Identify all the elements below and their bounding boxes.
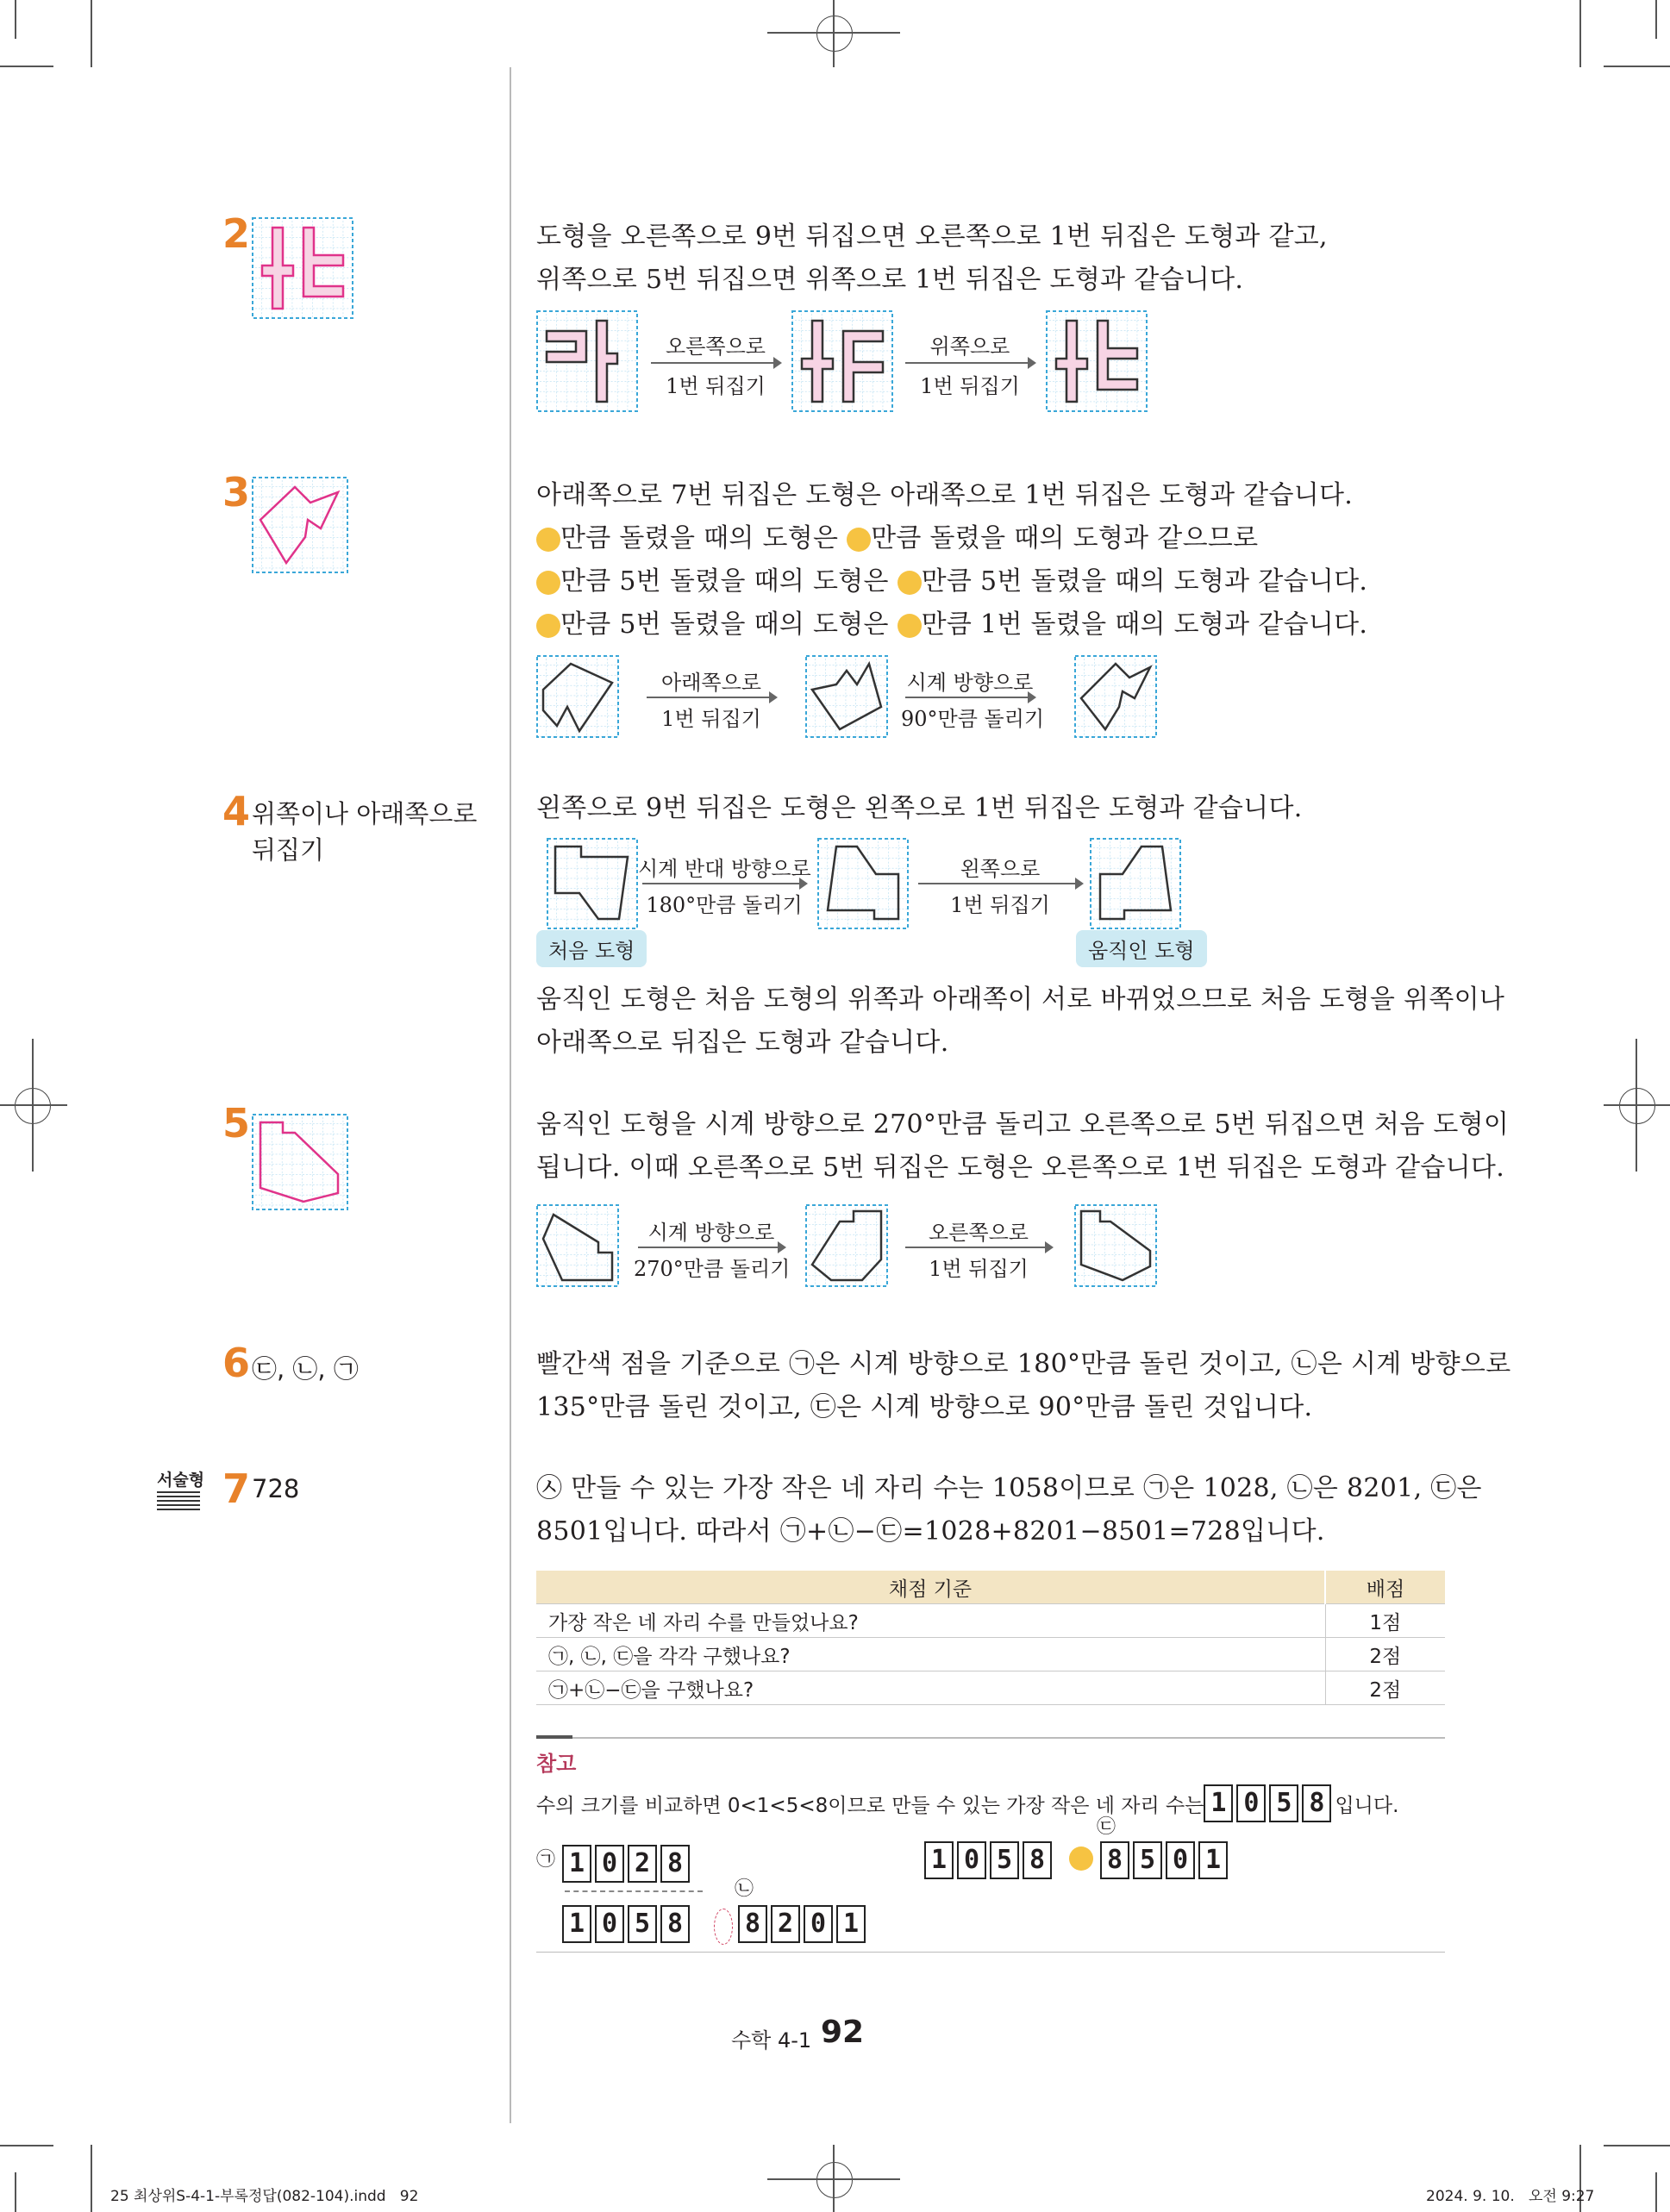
p3-line3: 만큼 5번 돌렸을 때의 도형은 만큼 5번 돌렸을 때의 도형과 같습니다.	[536, 560, 1367, 603]
p4-line1: 왼쪽으로 9번 뒤집은 도형은 왼쪽으로 1번 뒤집은 도형과 같습니다.	[536, 793, 1303, 823]
note-title: 참고	[536, 1752, 577, 1776]
table-header: 배점	[1325, 1571, 1445, 1604]
rotate-marker	[714, 1909, 733, 1945]
column-divider	[510, 67, 511, 2123]
problem-number: 6	[222, 1340, 251, 1386]
crop-mark	[15, 0, 16, 39]
p3-line2: 만큼 돌렸을 때의 도형은 만큼 돌렸을 때의 도형과 같으므로	[536, 517, 1258, 560]
answer-text: 위쪽이나 아래쪽으로	[252, 799, 478, 828]
arrow	[647, 697, 776, 698]
answer-figure-2	[252, 217, 353, 319]
arrow-label: 위쪽으로	[929, 334, 1010, 359]
arrow-label: 시계 반대 방향으로	[638, 857, 811, 881]
p2-figure-start	[536, 310, 638, 412]
note-digits-c: 8 5 0 1	[1100, 1841, 1231, 1879]
p3-figure-start	[536, 655, 619, 738]
arrow	[638, 1247, 785, 1248]
arrow-label: 1번 뒤집기	[661, 707, 761, 731]
note-label: ㉠	[536, 1849, 556, 1871]
quarter-turn-icon	[847, 528, 871, 552]
p2-figure-end	[1046, 310, 1148, 412]
arrow	[905, 362, 1035, 364]
note-text: 수의 크기를 비교하면 0<1<5<8이므로 만들 수 있는 가장 작은 네 자리 수는 1 0 5 8 입니다.	[536, 1784, 1398, 1822]
p5-figure-start	[536, 1204, 619, 1287]
p2-line1: 도형을 오른쪽으로 9번 뒤집으면 오른쪽으로 1번 뒤집은 도형과 같고,	[536, 222, 1328, 252]
quarter-turn-icon	[536, 528, 560, 552]
arrow	[642, 883, 806, 884]
p3-figure-mid	[805, 655, 888, 738]
crop-mark	[0, 66, 53, 67]
arrow-label: 1번 뒤집기	[929, 1257, 1029, 1281]
arrow-label: 오른쪽으로	[929, 1221, 1029, 1245]
note-bottom-divider	[536, 1952, 1445, 1953]
problem-number: 4	[222, 788, 251, 834]
tag-start-figure: 처음 도형	[536, 930, 647, 967]
table-cell: 2점	[1325, 1671, 1445, 1705]
p3-figure-end	[1074, 655, 1157, 738]
answer-figure-5	[252, 1114, 348, 1210]
arrow	[905, 1247, 1052, 1248]
problem-number: 5	[222, 1100, 251, 1147]
p2-figure-mid	[791, 310, 893, 412]
table-cell: 2점	[1325, 1638, 1445, 1671]
p5-figure-mid	[805, 1204, 888, 1287]
arrow-label: 시계 방향으로	[647, 1221, 775, 1245]
crop-mark	[1604, 2145, 1670, 2146]
note-digits-min-2: 1 0 5 8	[924, 1841, 1055, 1879]
p7-line2: 8501입니다. 따라서 ㉠+㉡−㉢=1028+8201−8501=728입니다.	[536, 1516, 1325, 1547]
p6-line1: 빨간색 점을 기준으로 ㉠은 시계 방향으로 180°만큼 돌린 것이고, ㉡은 시계 방향으로	[536, 1349, 1511, 1379]
answer-text: 뒤집기	[252, 835, 325, 865]
arrow-label: 90°만큼 돌리기	[901, 707, 1045, 731]
arrow-label: 1번 뒤집기	[666, 374, 766, 398]
arrow-label: 180°만큼 돌리기	[646, 893, 803, 917]
badge-lines	[157, 1491, 200, 1510]
page-number: 92	[821, 2015, 865, 2050]
arrow-label: 오른쪽으로	[666, 334, 766, 359]
p4-figure-end	[1090, 838, 1181, 929]
note-divider-accent	[536, 1735, 572, 1739]
table-cell: ㉠, ㉡, ㉢을 각각 구했나요?	[536, 1638, 1325, 1671]
answer-text: ㉢, ㉡, ㉠	[252, 1354, 359, 1384]
arrow-label: 1번 뒤집기	[950, 893, 1050, 917]
table-cell: 가장 작은 네 자리 수를 만들었나요?	[536, 1604, 1325, 1638]
table-cell: 1점	[1325, 1604, 1445, 1638]
answer-text: 728	[252, 1474, 300, 1503]
arrow-label: 아래쪽으로	[661, 671, 761, 695]
problem-number: 2	[222, 210, 251, 257]
note-dashed	[565, 1890, 703, 1892]
p4-line2: 움직인 도형은 처음 도형의 위쪽과 아래쪽이 서로 바뀌었으므로 처음 도형을 위쪽이나	[536, 984, 1505, 1015]
note-divider	[536, 1737, 1445, 1739]
quarter-turn-icon	[898, 571, 922, 595]
p5-line2: 됩니다. 이때 오른쪽으로 5번 뒤집은 도형은 오른쪽으로 1번 뒤집은 도형과 같습니다.	[536, 1153, 1505, 1183]
quarter-turn-icon	[898, 614, 922, 638]
crop-mark	[1579, 0, 1581, 67]
p5-line1: 움직인 도형을 시계 방향으로 270°만큼 돌리고 오른쪽으로 5번 뒤집으면 처음 도형이	[536, 1109, 1510, 1140]
table-header: 채점 기준	[536, 1571, 1325, 1604]
file-info: 25 최상위S-4-1-부록정답(082-104).indd 92	[110, 2188, 419, 2205]
p4-line3: 아래쪽으로 뒤집은 도형과 같습니다.	[536, 1028, 949, 1058]
arrow	[651, 362, 780, 364]
arrow-label: 1번 뒤집기	[920, 374, 1020, 398]
score-table	[536, 1571, 1445, 1705]
quarter-turn-icon	[536, 571, 560, 595]
arrow	[905, 697, 1035, 698]
note-digits-a: 1 0 2 8	[562, 1845, 693, 1883]
arrow	[918, 883, 1082, 884]
crop-mark	[15, 2172, 16, 2212]
crop-mark	[91, 0, 92, 67]
answer-figure-3	[252, 477, 348, 573]
quarter-turn-icon	[1069, 1846, 1093, 1871]
p5-figure-end	[1074, 1204, 1157, 1287]
crop-mark	[1655, 2172, 1657, 2212]
book-title: 수학 4-1	[731, 2028, 812, 2053]
problem-number: 3	[222, 469, 251, 516]
p2-line2: 위쪽으로 5번 뒤집으면 위쪽으로 1번 뒤집은 도형과 같습니다.	[536, 265, 1244, 295]
p3-line4: 만큼 5번 돌렸을 때의 도형은 만큼 1번 돌렸을 때의 도형과 같습니다.	[536, 603, 1367, 647]
arrow-label: 시계 방향으로	[906, 671, 1034, 695]
p6-line2: 135°만큼 돌린 것이고, ㉢은 시계 방향으로 90°만큼 돌린 것입니다.	[536, 1392, 1313, 1422]
p3-line1: 아래쪽으로 7번 뒤집은 도형은 아래쪽으로 1번 뒤집은 도형과 같습니다.	[536, 480, 1354, 510]
crop-mark	[0, 2145, 53, 2146]
quarter-turn-icon	[536, 614, 560, 638]
p7-line1: ㉦ 만들 수 있는 가장 작은 네 자리 수는 1058이므로 ㉠은 1028, ㉡은 8201, ㉢은	[536, 1473, 1482, 1503]
problem-number: 7	[222, 1465, 251, 1512]
crop-mark	[91, 2145, 92, 2212]
p4-figure-mid	[817, 838, 909, 929]
tag-moved-figure: 움직인 도형	[1076, 930, 1207, 967]
note-digits-b: 8 2 0 1	[738, 1905, 869, 1943]
descriptive-badge: 서술형	[157, 1471, 205, 1490]
crop-mark	[1604, 66, 1670, 67]
arrow-label: 왼쪽으로	[960, 857, 1041, 881]
p4-figure-start	[547, 838, 638, 929]
print-date: 2024. 9. 10. 오전 9:27	[1426, 2188, 1595, 2205]
table-cell: ㉠+㉡−㉢을 구했나요?	[536, 1671, 1325, 1705]
note-digits-min: 1 0 5 8	[562, 1905, 693, 1943]
crop-mark	[1655, 0, 1657, 39]
note-label: ㉢	[1097, 1816, 1116, 1838]
arrow-label: 270°만큼 돌리기	[634, 1257, 791, 1281]
note-label: ㉡	[735, 1878, 754, 1900]
